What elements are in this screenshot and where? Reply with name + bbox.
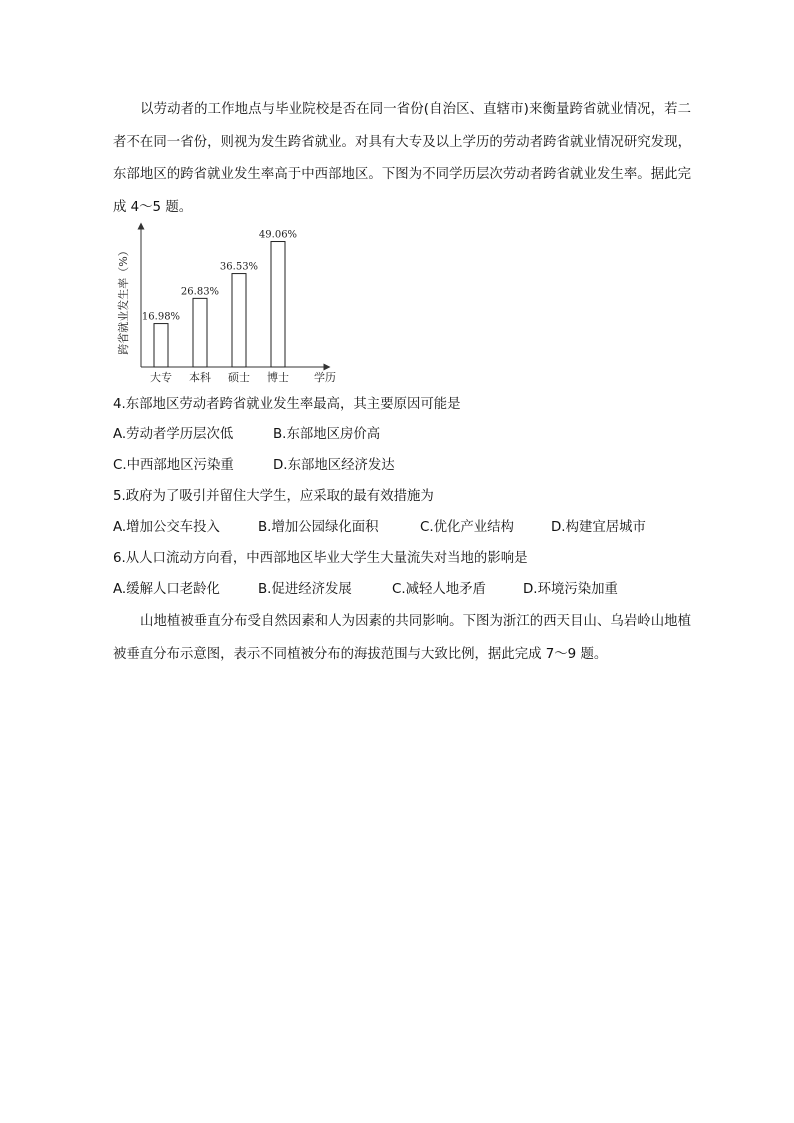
question-4-stem: 4.东部地区劳动者跨省就业发生率最高，其主要原因可能是 [113, 397, 461, 412]
bars-group [142, 230, 297, 384]
question-4-option-b: B.东部地区房价高 [273, 427, 381, 442]
question-4-option-d: D.东部地区经济发达 [273, 458, 395, 473]
bar-1 [154, 324, 168, 367]
x-axis-label: 学历 [314, 371, 336, 384]
passage-vegetation-text: 山地植被垂直分布受自然因素和人为因素的共同影响。下图为浙江的西天目山、乌岩岭山地植被垂直分布示意图，表示不同植被分布的海拔范围与大致比例，据此完成 7～9 题。 [113, 614, 691, 662]
bar-value-label-2: 26.83% [180, 286, 220, 298]
question-5-option-c: C.优化产业结构 [420, 520, 514, 535]
bar-value-label-3: 36.53% [219, 261, 259, 273]
question-4-option-c: C.中西部地区污染重 [113, 458, 234, 473]
bar-4 [271, 242, 285, 367]
question-5-option-b: B.增加公园绿化面积 [258, 520, 379, 535]
passage-vegetation [113, 606, 691, 671]
question-5-option-a: A.增加公交车投入 [113, 520, 220, 535]
question-6-option-a: A.缓解人口老龄化 [113, 582, 220, 597]
bar-value-label-1: 16.98% [141, 311, 181, 323]
y-axis-label: 跨省就业发生率（%） [117, 245, 130, 355]
question-6-option-c: C.减轻人地矛盾 [392, 582, 486, 597]
bar-3 [232, 274, 246, 367]
question-6-option-b: B.促进经济发展 [258, 582, 352, 597]
question-6-stem: 6.从人口流动方向看，中西部地区毕业大学生大量流失对当地的影响是 [113, 551, 528, 566]
question-4-option-a: A.劳动者学历层次低 [113, 427, 234, 442]
question-5-stem: 5.政府为了吸引并留住大学生，应采取的最有效措施为 [113, 489, 434, 504]
category-label-2: 本科 [189, 371, 211, 384]
bar-value-label-4: 49.06% [258, 229, 298, 241]
category-label-3: 硕士 [228, 371, 250, 384]
question-6-option-d: D.环境污染加重 [523, 582, 618, 597]
bar-chart [113, 220, 338, 390]
question-5-option-d: D.构建宜居城市 [551, 520, 646, 535]
passage-intro-text: 以劳动者的工作地点与毕业院校是否在同一省份(自治区、直辖市)来衡量跨省就业情况，若二者不在同一省份，则视为发生跨省就业。对具有大专及以上学历的劳动者跨省就业情况研究发现，东部地区的跨省就业发生率高于中西部地区。下图为不同学历层次劳动者跨省就业发生率。据此完成 4～5 题。 [113, 102, 691, 215]
passage-intro [113, 94, 691, 224]
category-label-1: 大专 [150, 371, 172, 384]
category-label-4: 博士 [267, 371, 289, 384]
bar-chart-svg [113, 220, 338, 390]
bar-2 [193, 298, 207, 367]
